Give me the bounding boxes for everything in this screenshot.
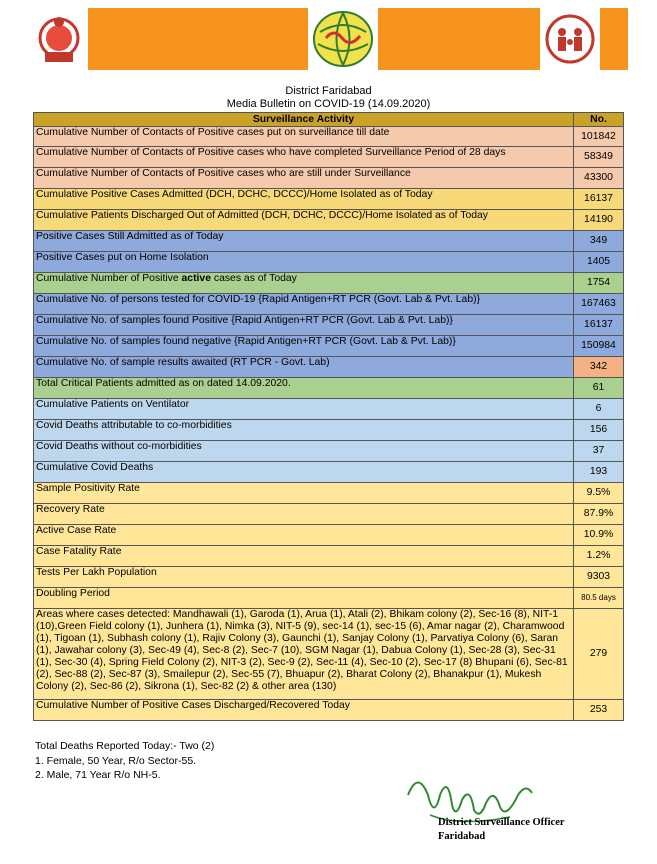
row-value: 1754 bbox=[574, 273, 624, 294]
row-value: 80.5 days bbox=[574, 588, 624, 609]
row-value: 9.5% bbox=[574, 483, 624, 504]
row-label: Cumulative Number of Contacts of Positive cases who have completed Surveillance Period of 28 days bbox=[34, 147, 574, 168]
row-label: Cumulative No. of persons tested for COVID-19 {Rapid Antigen+RT PCR (Govt. Lab & Pvt. Lab)} bbox=[34, 294, 574, 315]
row-value: 253 bbox=[574, 700, 624, 721]
row-label: Cumulative Positive Cases Admitted (DCH, DCHC, DCCC)/Home Isolated as of Today bbox=[34, 189, 574, 210]
table-row bbox=[34, 336, 624, 357]
row-label: Covid Deaths attributable to co-morbidities bbox=[34, 420, 574, 441]
table-row bbox=[34, 315, 624, 336]
table-row bbox=[34, 700, 624, 721]
death-detail-2: 2. Male, 71 Year R/o NH-5. bbox=[35, 769, 161, 781]
row-label: Tests Per Lakh Population bbox=[34, 567, 574, 588]
nhm-globe-logo-icon bbox=[308, 8, 378, 70]
row-label: Sample Positivity Rate bbox=[34, 483, 574, 504]
family-welfare-logo-icon bbox=[540, 8, 600, 70]
row-value: 16137 bbox=[574, 189, 624, 210]
table-row bbox=[34, 462, 624, 483]
table-header-row bbox=[34, 113, 624, 127]
district-title: District Faridabad bbox=[285, 85, 372, 97]
row-value: 150984 bbox=[574, 336, 624, 357]
table-row bbox=[34, 127, 624, 147]
death-detail-1: 1. Female, 50 Year, R/o Sector-55. bbox=[35, 755, 197, 767]
table-row bbox=[34, 525, 624, 546]
table-row bbox=[34, 567, 624, 588]
row-value: 6 bbox=[574, 399, 624, 420]
row-value: 1.2% bbox=[574, 546, 624, 567]
row-value: 10.9% bbox=[574, 525, 624, 546]
row-label: Covid Deaths without co-morbidities bbox=[34, 441, 574, 462]
row-label: Positive Cases put on Home Isolation bbox=[34, 252, 574, 273]
row-label: Cumulative Number of Contacts of Positive cases who are still under Surveillance bbox=[34, 168, 574, 189]
row-value: 87.9% bbox=[574, 504, 624, 525]
column-header-no: No. bbox=[574, 113, 624, 127]
table-row bbox=[34, 378, 624, 399]
row-value: 58349 bbox=[574, 147, 624, 168]
row-value: 1405 bbox=[574, 252, 624, 273]
table-row bbox=[34, 210, 624, 231]
bulletin-title: Media Bulletin on COVID-19 (14.09.2020) bbox=[226, 98, 431, 110]
row-value: 342 bbox=[574, 357, 624, 378]
table-row bbox=[34, 147, 624, 168]
row-label: Cumulative No. of samples found Positive {Rapid Antigen+RT PCR (Govt. Lab & Pvt. Lab)} bbox=[34, 315, 574, 336]
row-label: Doubling Period bbox=[34, 588, 574, 609]
row-value: 156 bbox=[574, 420, 624, 441]
haryana-emblem-icon bbox=[30, 8, 88, 70]
row-value: 349 bbox=[574, 231, 624, 252]
row-value: 279 bbox=[574, 609, 624, 700]
table-row bbox=[34, 483, 624, 504]
table-row bbox=[34, 294, 624, 315]
table-row bbox=[34, 168, 624, 189]
row-label: Recovery Rate bbox=[34, 504, 574, 525]
areas-list: Areas where cases detected: Mandhawali (1), Garoda (1), Arua (1), Atali (2), Bhikam colony (2), Sec-16 (8), NIT-1 (10),Green Field colony (1), Junhera (1), Nimka (3), NIT-5 (9), sec-14 (1), sec-15 (6), Amar nagar (2), Charamwood (1), Tigoan (1), Subhash colony (1), Rajiv Colony (3), Gaunchi (1), Sanjay Colony (1), Parvatiya Colony (6), Saran (1), Jawahar colony (3), Sec-49 (4), Sec-8 (2), Sec-7 (10), SGM Nagar (1), Dabua Colony (1), Sec-28 (3), Sec-31 (1), Sec-30 (4), Spring Field Colony (2), NIT-3 (2), Sec-9 (2), Sec-11 (4), Sec-10 (2), Sec-17 (8) Bhupani (6), Sec-81 (2), Sec-88 (2), Sec-87 (3), Smailepur (2), Sec-55 (7), Bhuapur (2), Bharat Colony (2), Bhanakpur (1), Mukesh Colony (2), Sec-86 (2), Sikrona (1), Sec-82 (2) & other area (130) bbox=[34, 609, 574, 700]
row-label: Positive Cases Still Admitted as of Today bbox=[34, 231, 574, 252]
row-value: 101842 bbox=[574, 127, 624, 147]
row-label-post: cases as of Today bbox=[211, 273, 297, 284]
row-value: 43300 bbox=[574, 168, 624, 189]
column-header-activity: Surveillance Activity bbox=[34, 113, 574, 127]
table-row bbox=[34, 231, 624, 252]
row-label: Case Fatality Rate bbox=[34, 546, 574, 567]
row-value: 9303 bbox=[574, 567, 624, 588]
signatory-title: District Surveillance Officer bbox=[438, 817, 565, 828]
row-label: Cumulative Number of Positive Cases Discharged/Recovered Today bbox=[34, 700, 574, 721]
surveillance-table bbox=[33, 112, 624, 721]
table-row bbox=[34, 252, 624, 273]
table-row bbox=[34, 357, 624, 378]
table-row bbox=[34, 588, 624, 609]
row-label: Cumulative Covid Deaths bbox=[34, 462, 574, 483]
table-row bbox=[34, 546, 624, 567]
row-value: 193 bbox=[574, 462, 624, 483]
row-label: Cumulative Patients Discharged Out of Admitted (DCH, DCHC, DCCC)/Home Isolated as of Today bbox=[34, 210, 574, 231]
row-label: Total Critical Patients admitted as on dated 14.09.2020. bbox=[34, 378, 574, 399]
row-value: 16137 bbox=[574, 315, 624, 336]
row-value: 14190 bbox=[574, 210, 624, 231]
table-row bbox=[34, 189, 624, 210]
table-row bbox=[34, 273, 624, 294]
row-label: Cumulative No. of sample results awaited (RT PCR - Govt. Lab) bbox=[34, 357, 574, 378]
row-label-pre: Cumulative Number of Positive bbox=[36, 273, 182, 284]
table-row bbox=[34, 504, 624, 525]
row-label: Cumulative No. of samples found negative {Rapid Antigen+RT PCR (Govt. Lab & Pvt. Lab)} bbox=[34, 336, 574, 357]
table-row bbox=[34, 441, 624, 462]
row-value: 167463 bbox=[574, 294, 624, 315]
row-label bbox=[34, 273, 574, 294]
row-label: Active Case Rate bbox=[34, 525, 574, 546]
table-row bbox=[34, 420, 624, 441]
table-row bbox=[34, 609, 624, 700]
row-label: Cumulative Number of Contacts of Positive cases put on surveillance till date bbox=[34, 127, 574, 147]
deaths-title: Total Deaths Reported Today:- Two (2) bbox=[35, 740, 215, 752]
signature-icon bbox=[400, 765, 540, 840]
row-label-bold: active bbox=[181, 273, 211, 284]
row-value: 37 bbox=[574, 441, 624, 462]
signatory-place: Faridabad bbox=[438, 831, 486, 842]
row-label: Cumulative Patients on Ventilator bbox=[34, 399, 574, 420]
table-row bbox=[34, 399, 624, 420]
row-value: 61 bbox=[574, 378, 624, 399]
